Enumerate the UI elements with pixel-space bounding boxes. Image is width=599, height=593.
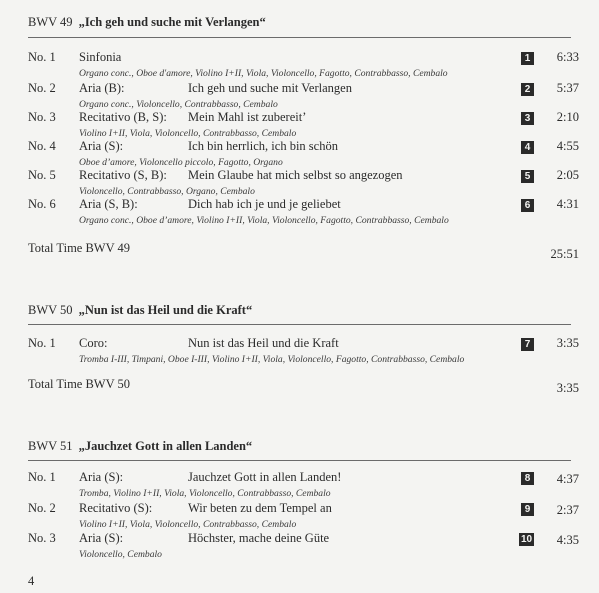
instrumentation: Violoncello, Cembalo [79, 549, 162, 560]
movement-text: Dich hab ich je und je geliebet [188, 197, 341, 211]
cantata-title: „Ich geh und suche mit Verlangen“ [78, 15, 266, 29]
movement-text: Höchster, mache deine Güte [188, 531, 330, 545]
track-number-badge: 1 [521, 52, 534, 65]
movement-text: Mein Glaube hat mich selbst so angezogen [188, 168, 403, 182]
track-number-badge: 6 [521, 199, 534, 212]
movement-number: No. 1 [28, 336, 56, 350]
instrumentation: Organo conc., Oboe d'amore, Violino I+II, Viola, Violoncello, Fagotto, Contrabbasso, Cembalo [79, 68, 448, 79]
movement-type: Aria (B): [79, 81, 125, 95]
movement-number: No. 5 [28, 168, 56, 182]
section-divider [28, 460, 571, 461]
bwv-number: BWV 49 [28, 15, 73, 29]
track-number-badge: 4 [521, 141, 534, 154]
movement-number: No. 6 [28, 197, 56, 211]
bwv-number: BWV 50 [28, 303, 73, 317]
movement-text: Nun ist das Heil und die Kraft [188, 336, 339, 350]
total-time-value: 25:51 [550, 247, 579, 261]
movement-text: Mein Mahl ist zubereit’ [188, 110, 307, 124]
bwv-number: BWV 51 [28, 439, 73, 453]
track-duration: 4:37 [556, 472, 579, 486]
movement-type: Recitativo (S, B): [79, 168, 167, 182]
movement-number: No. 1 [28, 470, 56, 484]
total-time-label: Total Time BWV 49 [28, 241, 131, 255]
cantata-title: „Jauchzet Gott in allen Landen“ [78, 439, 253, 453]
section-divider [28, 324, 571, 325]
track-duration: 3:35 [556, 336, 579, 350]
movement-type: Recitativo (B, S): [79, 110, 167, 124]
cantata-title: „Nun ist das Heil und die Kraft“ [78, 303, 253, 317]
instrumentation: Organo conc., Oboe d’amore, Violino I+II, Viola, Violoncello, Fagotto, Contrabbasso, Cembalo [79, 215, 449, 226]
movement-text: Ich geh und suche mit Verlangen [188, 81, 352, 95]
movement-type: Sinfonia [79, 50, 122, 64]
movement-number: No. 3 [28, 531, 56, 545]
track-number-badge: 7 [521, 338, 534, 351]
movement-type: Aria (S): [79, 531, 124, 545]
instrumentation: Violoncello, Contrabbasso, Organo, Cembalo [79, 186, 255, 197]
track-duration: 4:35 [556, 533, 579, 547]
instrumentation: Oboe d’amore, Violoncello piccolo, Fagotto, Organo [79, 157, 283, 168]
movement-type: Aria (S): [79, 470, 124, 484]
movement-number: No. 2 [28, 81, 56, 95]
movement-type: Recitativo (S): [79, 501, 153, 515]
track-duration: 4:55 [556, 139, 579, 153]
section-header-bwv49 [28, 15, 266, 30]
track-number-badge: 5 [521, 170, 534, 183]
movement-text: Wir beten zu dem Tempel an [188, 501, 332, 515]
track-duration: 2:37 [556, 503, 579, 517]
instrumentation: Violino I+II, Viola, Violoncello, Contrabbasso, Cembalo [79, 519, 297, 530]
movement-type: Aria (S): [79, 139, 124, 153]
track-number-badge: 3 [521, 112, 534, 125]
section-header-bwv50 [28, 303, 252, 318]
track-number-badge: 10 [520, 534, 533, 545]
instrumentation: Tromba, Violino I+II, Viola, Violoncello, Contrabbasso, Cembalo [79, 488, 331, 499]
section-divider [28, 37, 571, 38]
track-number-badge: 8 [521, 472, 534, 485]
track-duration: 6:33 [556, 50, 579, 64]
total-time-value: 3:35 [556, 381, 579, 395]
movement-number: No. 1 [28, 50, 56, 64]
total-time-label: Total Time BWV 50 [28, 377, 131, 391]
movement-text: Ich bin herrlich, ich bin schön [188, 139, 338, 153]
track-number-badge: 2 [521, 83, 534, 96]
movement-number: No. 2 [28, 501, 56, 515]
movement-type: Aria (S, B): [79, 197, 138, 211]
section-header-bwv51 [28, 439, 252, 454]
movement-type: Coro: [79, 336, 108, 350]
instrumentation: Violino I+II, Viola, Violoncello, Contrabbasso, Cembalo [79, 128, 297, 139]
movement-number: No. 4 [28, 139, 56, 153]
track-duration: 4:31 [556, 197, 579, 211]
movement-number: No. 3 [28, 110, 56, 124]
track-duration: 2:10 [556, 110, 579, 124]
instrumentation: Organo conc., Violoncello, Contrabbasso, Cembalo [79, 99, 278, 110]
instrumentation: Tromba I-III, Timpani, Oboe I-III, Violino I+II, Viola, Violoncello, Fagotto, Contrabbasso, Cembalo [79, 354, 465, 365]
track-duration: 2:05 [556, 168, 579, 182]
track-number-badge: 9 [521, 503, 534, 516]
movement-text: Jauchzet Gott in allen Landen! [188, 470, 342, 484]
page-number: 4 [28, 574, 35, 588]
track-duration: 5:37 [556, 81, 579, 95]
